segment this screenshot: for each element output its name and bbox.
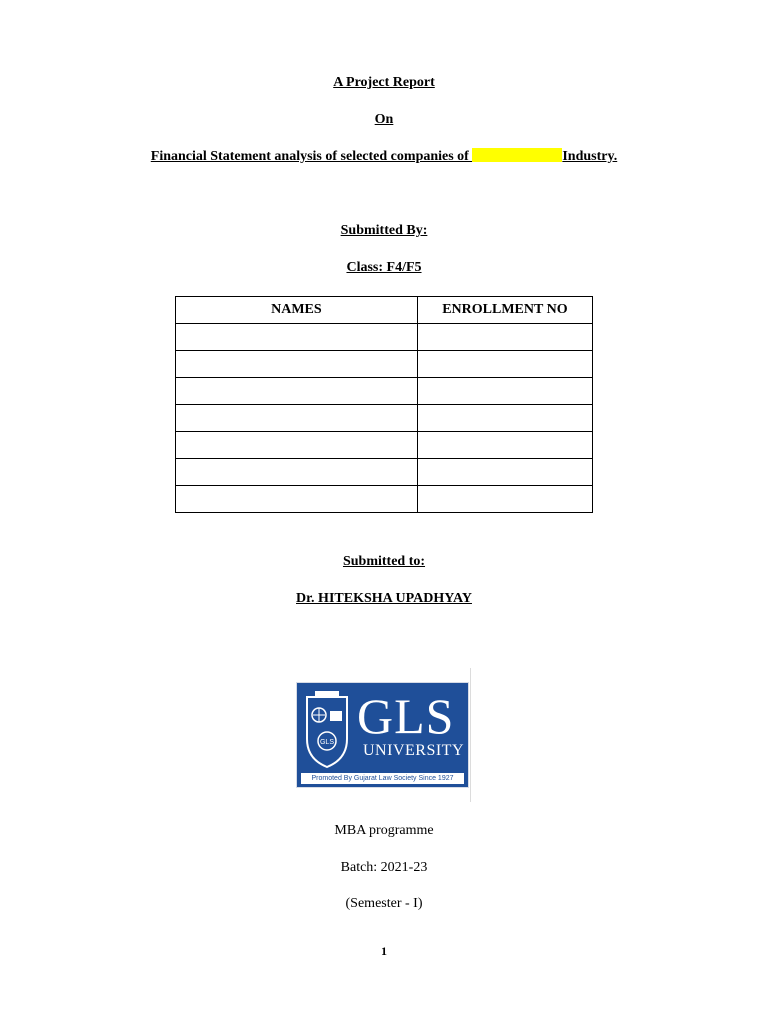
batch-label: Batch: 2021-23 bbox=[340, 860, 428, 875]
table-row bbox=[176, 405, 593, 432]
logo-gls-text: GLS bbox=[357, 688, 455, 744]
table-row bbox=[176, 324, 593, 351]
report-title: A Project Report bbox=[333, 75, 435, 90]
table-row bbox=[176, 378, 593, 405]
table-header-row bbox=[176, 297, 593, 324]
enrollment-cell bbox=[417, 351, 592, 378]
name-cell bbox=[176, 405, 418, 432]
enrollment-cell bbox=[417, 432, 592, 459]
submitted-by-label: Submitted By: bbox=[340, 223, 428, 238]
page-number: 1 bbox=[381, 944, 387, 958]
faculty-name: Dr. HITEKSHA UPADHYAY bbox=[296, 591, 472, 606]
logo-university-text: UNIVERSITY bbox=[363, 742, 464, 759]
shield-emblem-icon bbox=[305, 689, 349, 769]
enrollment-header: ENROLLMENT NO bbox=[417, 297, 592, 324]
enrollment-cell bbox=[417, 459, 592, 486]
table-row bbox=[176, 432, 593, 459]
names-header: NAMES bbox=[176, 297, 418, 324]
subject-suffix: Industry. bbox=[562, 149, 618, 164]
name-cell bbox=[176, 378, 418, 405]
enrollment-cell bbox=[417, 486, 592, 513]
class-label: Class: F4/F5 bbox=[346, 260, 422, 275]
enrollment-cell bbox=[417, 405, 592, 432]
report-subject bbox=[0, 148, 768, 166]
programme-name: MBA programme bbox=[334, 823, 434, 838]
name-cell bbox=[176, 486, 418, 513]
semester-label: (Semester - I) bbox=[345, 896, 423, 911]
logo-frame-divider bbox=[470, 668, 471, 802]
enrollment-cell bbox=[417, 324, 592, 351]
name-cell bbox=[176, 432, 418, 459]
subject-text: Financial Statement analysis of selected companies of bbox=[150, 149, 473, 164]
name-cell bbox=[176, 351, 418, 378]
submitted-to-label: Submitted to: bbox=[342, 554, 426, 569]
on-label: On bbox=[374, 112, 394, 127]
table-row bbox=[176, 351, 593, 378]
svg-text:GLS: GLS bbox=[319, 739, 335, 746]
names-table bbox=[175, 296, 593, 513]
university-logo bbox=[296, 682, 469, 788]
logo-promo-text: Promoted By Gujarat Law Society Since 1927 bbox=[301, 773, 464, 784]
name-cell bbox=[176, 459, 418, 486]
table-row bbox=[176, 486, 593, 513]
name-cell bbox=[176, 324, 418, 351]
table-row bbox=[176, 459, 593, 486]
enrollment-cell bbox=[417, 378, 592, 405]
industry-highlight-blank bbox=[472, 148, 562, 162]
